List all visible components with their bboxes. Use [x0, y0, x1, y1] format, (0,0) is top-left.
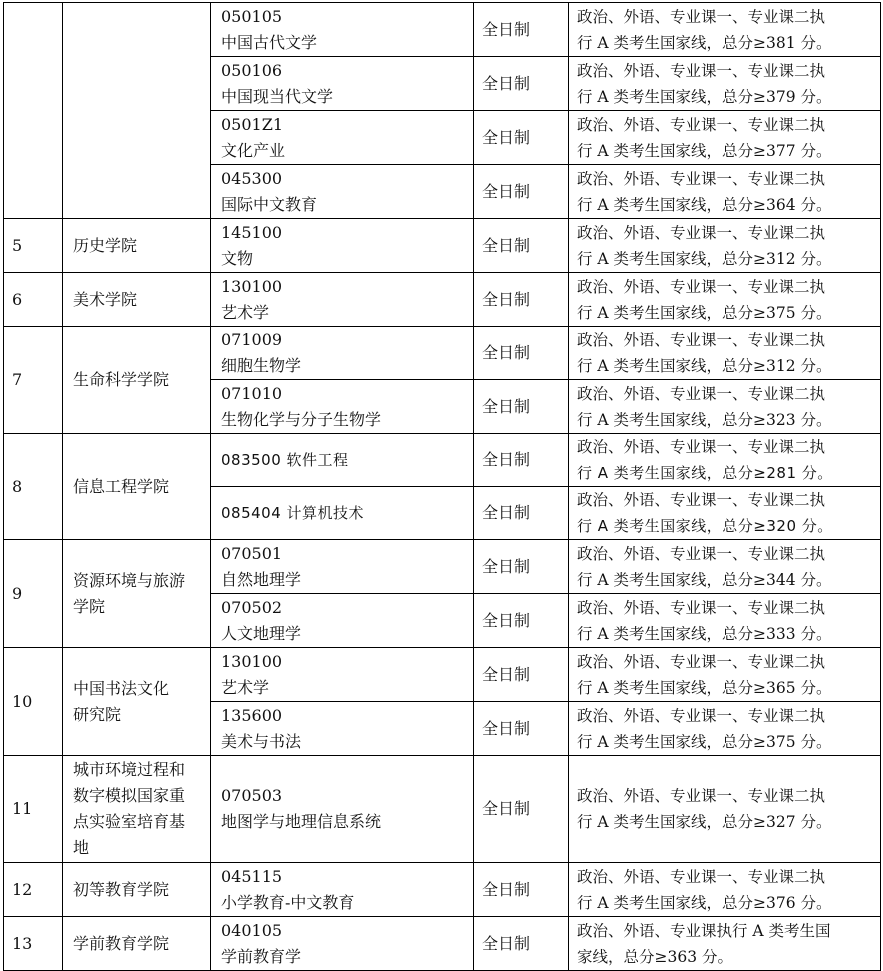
requirement-line-1: 政治、外语、专业课执行 A 类考生国 — [577, 921, 831, 940]
requirement-cell — [569, 917, 881, 971]
major-cell — [211, 487, 474, 540]
major-cell — [211, 917, 474, 971]
requirement-line-2: 行 A 类考生国家线，总分≥323 分。 — [577, 410, 832, 429]
requirement-line-1: 政治、外语、专业课一、专业课二执 — [577, 115, 826, 134]
college-name-line: 数字模拟国家重 — [73, 786, 186, 805]
requirement-cell — [569, 273, 881, 327]
major-name: 中国现当代文学 — [221, 86, 334, 106]
study-mode: 全日制 — [474, 648, 569, 702]
row-index: 10 — [4, 648, 63, 756]
major-code: 130100 — [221, 276, 283, 296]
college-name-line: 中国书法文化 — [73, 678, 170, 698]
study-mode: 全日制 — [474, 917, 569, 971]
college-name: 信息工程学院 — [63, 434, 211, 540]
major-code: 071010 — [221, 383, 283, 403]
major-cell — [211, 327, 474, 380]
major-name: 美术与书法 — [221, 731, 302, 751]
table-row — [4, 3, 881, 57]
major-cell — [211, 594, 474, 648]
college-name-line: 地 — [73, 838, 90, 857]
major-cell — [211, 273, 474, 327]
major-name: 人文地理学 — [221, 623, 302, 643]
table-row — [4, 327, 881, 380]
college-name — [63, 540, 211, 648]
study-mode: 全日制 — [474, 594, 569, 648]
table-row — [4, 756, 881, 863]
study-mode: 全日制 — [474, 540, 569, 594]
major-name: 艺术学 — [221, 677, 270, 697]
major-name: 中国古代文学 — [221, 32, 318, 52]
major-cell — [211, 111, 474, 165]
requirement-cell — [569, 863, 881, 917]
requirement-cell — [569, 380, 881, 434]
major-code: 040105 — [221, 920, 283, 940]
major-name: 小学教育-中文教育 — [221, 892, 355, 912]
requirement-cell — [569, 648, 881, 702]
major-code: 071009 — [221, 330, 283, 349]
requirement-line-2: 行 A 类考生国家线，总分≥312 分。 — [577, 249, 832, 268]
major-cell — [211, 219, 474, 273]
row-index: 5 — [4, 219, 63, 273]
study-mode: 全日制 — [474, 327, 569, 380]
row-index: 13 — [4, 917, 63, 971]
requirement-line-2: 行 A 类考生国家线，总分≥377 分。 — [577, 141, 832, 160]
major-cell — [211, 57, 474, 111]
row-index: 7 — [4, 327, 63, 434]
major-name: 地图学与地理信息系统 — [221, 812, 382, 831]
row-index: 8 — [4, 434, 63, 540]
college-name-line: 学院 — [73, 596, 106, 616]
study-mode: 全日制 — [474, 434, 569, 487]
requirement-cell — [569, 487, 881, 540]
study-mode: 全日制 — [474, 487, 569, 540]
study-mode: 全日制 — [474, 380, 569, 434]
requirement-line-2: 行 A 类考生国家线，总分≥365 分。 — [577, 678, 832, 697]
requirement-line-1: 政治、外语、专业课一、专业课二执 — [577, 544, 826, 563]
study-mode: 全日制 — [474, 219, 569, 273]
requirement-cell — [569, 594, 881, 648]
college-name: 学前教育学院 — [63, 917, 211, 971]
requirement-line-1: 政治、外语、专业课一、专业课二执 — [577, 867, 826, 886]
major-code: 135600 — [221, 705, 283, 725]
table-row — [4, 863, 881, 917]
requirement-cell — [569, 111, 881, 165]
major-code: 145100 — [221, 222, 283, 242]
major-code-name: 083500 软件工程 — [221, 451, 349, 469]
major-cell — [211, 756, 474, 863]
major-name: 自然地理学 — [221, 569, 302, 589]
major-code: 050105 — [221, 6, 283, 26]
major-cell — [211, 540, 474, 594]
major-code: 070501 — [221, 543, 283, 563]
study-mode: 全日制 — [474, 863, 569, 917]
table-row — [4, 917, 881, 971]
requirement-line-2: 行 A 类考生国家线，总分≥320 分。 — [577, 517, 833, 535]
requirement-line-1: 政治、外语、专业课一、专业课二执 — [577, 706, 826, 725]
college-name-line: 点实验室培育基 — [73, 812, 186, 831]
requirement-line-2: 行 A 类考生国家线，总分≥379 分。 — [577, 87, 832, 106]
study-mode: 全日制 — [474, 111, 569, 165]
requirement-line-2: 家线，总分≥363 分。 — [577, 947, 733, 966]
major-name: 艺术学 — [221, 302, 270, 322]
major-cell — [211, 863, 474, 917]
admission-score-table — [3, 2, 881, 971]
major-cell — [211, 380, 474, 434]
major-name: 文物 — [221, 248, 254, 268]
requirement-line-2: 行 A 类考生国家线，总分≥364 分。 — [577, 195, 832, 214]
major-name: 学前教育学 — [221, 946, 302, 966]
college-name: 历史学院 — [63, 219, 211, 273]
row-index: 12 — [4, 863, 63, 917]
requirement-line-1: 政治、外语、专业课一、专业课二执 — [577, 491, 826, 509]
study-mode: 全日制 — [474, 3, 569, 57]
requirement-cell — [569, 756, 881, 863]
major-name: 生物化学与分子生物学 — [221, 409, 382, 429]
table-row — [4, 273, 881, 327]
row-index: 9 — [4, 540, 63, 648]
requirement-line-1: 政治、外语、专业课一、专业课二执 — [577, 787, 826, 805]
major-cell — [211, 702, 474, 756]
college-name: 初等教育学院 — [63, 863, 211, 917]
requirement-line-2: 行 A 类考生国家线，总分≥333 分。 — [577, 624, 832, 643]
college-name-line: 资源环境与旅游 — [73, 570, 186, 590]
row-index — [4, 3, 63, 219]
major-name: 文化产业 — [221, 140, 286, 160]
requirement-line-2: 行 A 类考生国家线，总分≥375 分。 — [577, 732, 832, 751]
requirement-line-2: 行 A 类考生国家线，总分≥376 分。 — [577, 893, 832, 912]
requirement-line-1: 政治、外语、专业课一、专业课二执 — [577, 7, 826, 26]
row-index: 6 — [4, 273, 63, 327]
major-code: 070502 — [221, 597, 283, 617]
major-code: 130100 — [221, 651, 283, 671]
college-name — [63, 648, 211, 756]
requirement-line-1: 政治、外语、专业课一、专业课二执 — [577, 61, 826, 80]
college-name: 美术学院 — [63, 273, 211, 327]
major-cell — [211, 434, 474, 487]
table-row — [4, 434, 881, 487]
requirement-line-1: 政治、外语、专业课一、专业课二执 — [577, 652, 826, 671]
table-row — [4, 219, 881, 273]
requirement-line-2: 行 A 类考生国家线，总分≥344 分。 — [577, 570, 832, 589]
requirement-line-2: 行 A 类考生国家线，总分≥281 分。 — [577, 464, 833, 482]
major-cell — [211, 3, 474, 57]
college-name-line: 城市环境过程和 — [73, 760, 186, 779]
study-mode: 全日制 — [474, 165, 569, 219]
requirement-line-1: 政治、外语、专业课一、专业课二执 — [577, 384, 826, 403]
major-code: 045115 — [221, 866, 283, 886]
requirement-cell — [569, 434, 881, 487]
major-name: 国际中文教育 — [221, 194, 318, 214]
study-mode: 全日制 — [474, 702, 569, 756]
college-name — [63, 3, 211, 219]
requirement-line-2: 行 A 类考生国家线，总分≥312 分。 — [577, 357, 832, 375]
requirement-cell — [569, 165, 881, 219]
study-mode: 全日制 — [474, 273, 569, 327]
requirement-line-1: 政治、外语、专业课一、专业课二执 — [577, 331, 826, 349]
requirement-line-2: 行 A 类考生国家线，总分≥381 分。 — [577, 33, 832, 52]
requirement-line-1: 政治、外语、专业课一、专业课二执 — [577, 169, 826, 188]
requirement-cell — [569, 540, 881, 594]
requirement-line-2: 行 A 类考生国家线，总分≥327 分。 — [577, 813, 832, 831]
major-code: 070503 — [221, 786, 283, 805]
college-name-line: 研究院 — [73, 704, 122, 724]
requirement-cell — [569, 57, 881, 111]
major-code: 0501Z1 — [221, 114, 284, 134]
college-name — [63, 756, 211, 863]
requirement-line-1: 政治、外语、专业课一、专业课二执 — [577, 277, 826, 296]
table-row — [4, 540, 881, 594]
major-code: 050106 — [221, 60, 283, 80]
major-name: 细胞生物学 — [221, 356, 302, 375]
requirement-line-2: 行 A 类考生国家线，总分≥375 分。 — [577, 303, 832, 322]
major-cell — [211, 648, 474, 702]
study-mode: 全日制 — [474, 57, 569, 111]
requirement-line-1: 政治、外语、专业课一、专业课二执 — [577, 438, 826, 456]
row-index: 11 — [4, 756, 63, 863]
requirement-cell — [569, 327, 881, 380]
requirement-line-1: 政治、外语、专业课一、专业课二执 — [577, 223, 826, 242]
major-cell — [211, 165, 474, 219]
major-code: 045300 — [221, 168, 283, 188]
college-name: 生命科学学院 — [63, 327, 211, 434]
requirement-cell — [569, 702, 881, 756]
table-row — [4, 648, 881, 702]
requirement-cell — [569, 3, 881, 57]
requirement-line-1: 政治、外语、专业课一、专业课二执 — [577, 598, 826, 617]
major-code-name: 085404 计算机技术 — [221, 504, 365, 522]
requirement-cell — [569, 219, 881, 273]
study-mode: 全日制 — [474, 756, 569, 863]
